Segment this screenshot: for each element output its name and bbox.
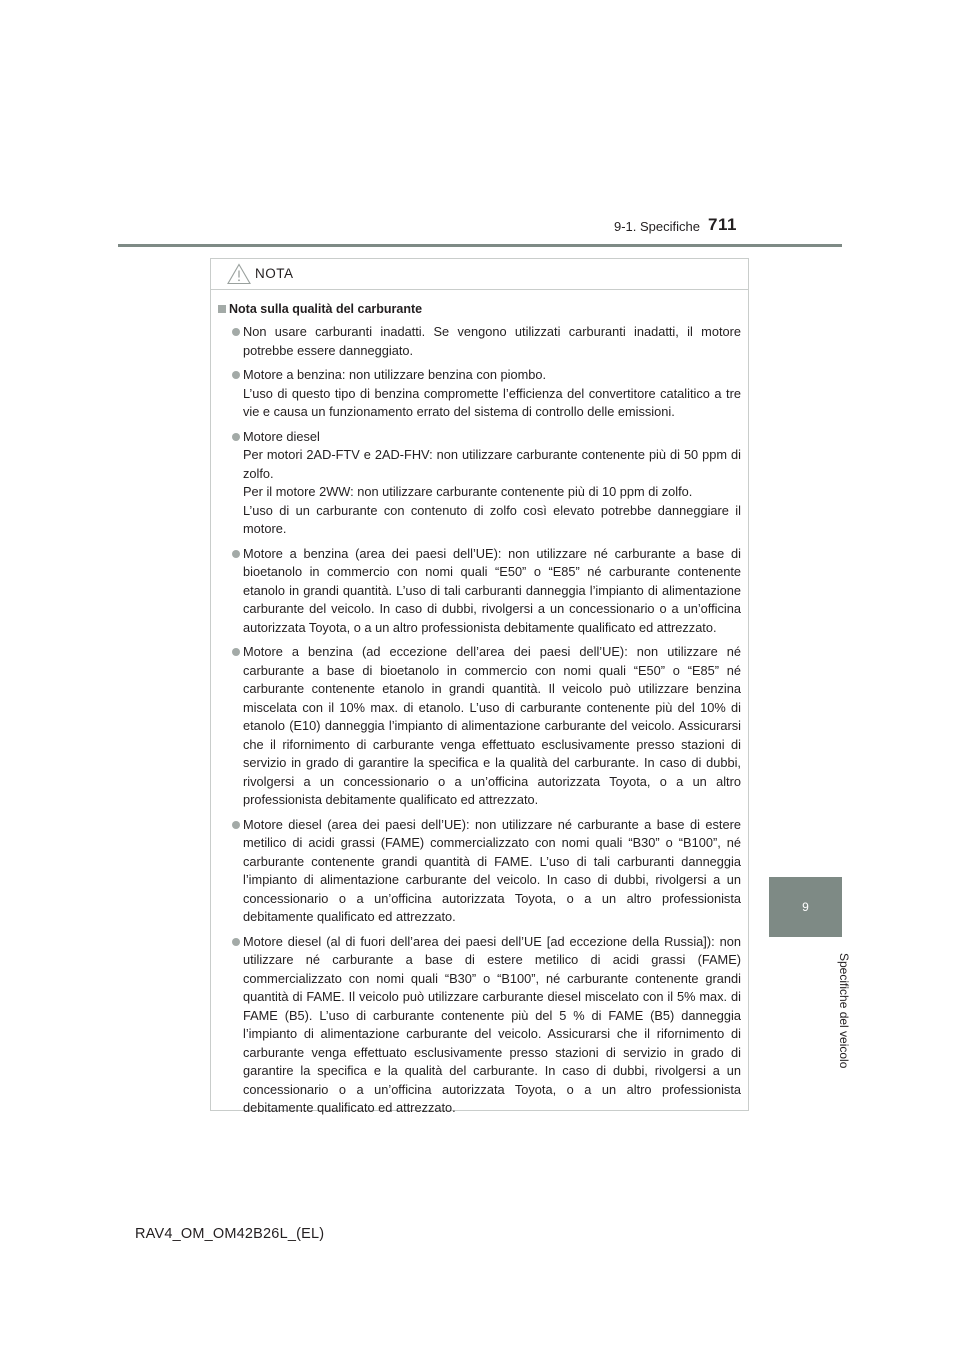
list-item — [218, 545, 741, 638]
chapter-number: 9 — [802, 900, 809, 914]
chapter-label: Specifiche del veicolo — [837, 952, 851, 1069]
square-bullet-icon — [218, 305, 226, 313]
item-paragraph: L’uso di questo tipo di benzina compromette l’efficienza del convertitore catalitico a tre vie e causa un funzionamento errato del sistema di controllo delle emissioni. — [243, 385, 741, 419]
list-item — [218, 366, 741, 422]
round-bullet-icon — [232, 648, 240, 656]
warning-triangle-icon — [227, 263, 251, 285]
section-title — [218, 300, 741, 318]
item-paragraph: Per il motore 2WW: non utilizzare carburante contenente più di 10 ppm di zolfo. — [243, 484, 693, 499]
list-item — [218, 323, 741, 360]
round-bullet-icon — [232, 550, 240, 558]
item-paragraph: Motore a benzina: non utilizzare benzina con piombo. — [243, 367, 547, 382]
list-item — [218, 933, 741, 1118]
page-number: 711 — [708, 215, 737, 234]
header-rule — [118, 244, 842, 247]
round-bullet-icon — [232, 938, 240, 946]
round-bullet-icon — [232, 433, 240, 441]
note-body — [211, 290, 748, 1118]
list-item — [218, 428, 741, 539]
chapter-tab — [769, 877, 842, 937]
item-paragraph: L’uso di un carburante con contenuto di zolfo così elevato potrebbe danneggiare il motore. — [243, 502, 741, 536]
note-box — [210, 258, 749, 1115]
item-paragraph: Motore diesel (area dei paesi dell’UE): non utilizzare né carburante a base di estere metilico di acidi grassi (FAME) commercializzato con nomi quali “B30” o “B100”, né carburante contenente grandi quantità di FAME. L’uso di tali carburanti danneggia l’impianto di alimentazione carburante del veicolo. In caso di dubbi, rivolgersi a un concessionario o a un’officina autorizzata Toyota, o a un altro professionista debitamente qualificato ed attrezzato. — [243, 816, 741, 924]
item-paragraph: Motore diesel (al di fuori dell’area dei paesi dell’UE [ad eccezione della Russia]): non utilizzare né carburante a base di estere metilico di acidi grassi (FAME) commercializzato con nomi quali “B30” o “B100”, né carburante contenente grandi quantità di FAME. Il veicolo può utilizzare carburante diesel miscelato con il 5% max. di FAME (B5). L’uso di carburante contenente più del 5 % di FAME (B5) danneggia l’impianto di alimentazione carburante del veicolo. Assicurarsi che il rifornimento di carburante venga effettuato esclusivamente presso stazioni di servizio in grado di garantire la specifica e la qualità del carburante. In caso di dubbi, rivolgersi a un concessionario o a un’officina autorizzata Toyota, o a un altro professionista debitamente qualificato ed attrezzato. — [243, 933, 741, 1115]
list-item — [218, 816, 741, 927]
footer-code: RAV4_OM_OM42B26L_(EL) — [135, 1226, 325, 1242]
item-paragraph: Motore a benzina (ad eccezione dell’area dei paesi dell’UE): non utilizzare né carburante a base di bioetanolo in commercio con nomi quali “E50” o “E85” né carburante contenente etanolo in grandi quantità. Il veicolo può utilizzare benzina miscelata con il 10% max. di etanolo. L’uso di carburante contenente più del 10% di etanolo (E10) danneggia l’impianto di alimentazione carburante del veicolo. Assicurarsi che il rifornimento di carburante venga effettuato esclusivamente presso stazioni di servizio in grado di garantire la specifica e la qualità del carburante. In caso di dubbi, rivolgersi a un concessionario o a un’officina autorizzata Toyota, o a un altro professionista debitamente qualificato ed attrezzato. — [243, 644, 741, 807]
list-item — [218, 643, 741, 810]
note-title: NOTA — [255, 266, 294, 281]
round-bullet-icon — [232, 328, 240, 336]
item-paragraph: Motore diesel — [243, 428, 320, 444]
item-paragraph: Non usare carburanti inadatti. Se vengono utilizzati carburanti inadatti, il motore potrebbe essere danneggiato. — [243, 324, 741, 358]
item-paragraph: Motore a benzina (area dei paesi dell’UE): non utilizzare né carburante a base di bioetanolo in commercio con nomi quali “E50” o “E85” né carburante contenente etanolo in grandi quantità. L’uso di tali carburanti danneggia l’impianto di alimentazione carburante del veicolo. In caso di dubbi, rivolgersi a un concessionario o a un’officina autorizzata Toyota, o a un altro professionista debitamente qualificato ed attrezzato. — [243, 545, 741, 635]
section-title-text: Nota sulla qualità del carburante — [229, 302, 423, 316]
note-items — [218, 323, 741, 1118]
note-header — [211, 259, 748, 290]
round-bullet-icon — [232, 821, 240, 829]
running-header-section: 9-1. Specifiche — [614, 219, 700, 234]
round-bullet-icon — [232, 371, 240, 379]
item-paragraph: Per motori 2AD-FTV e 2AD-FHV: non utilizzare carburante contenente più di 50 ppm di zolfo. — [243, 447, 741, 481]
